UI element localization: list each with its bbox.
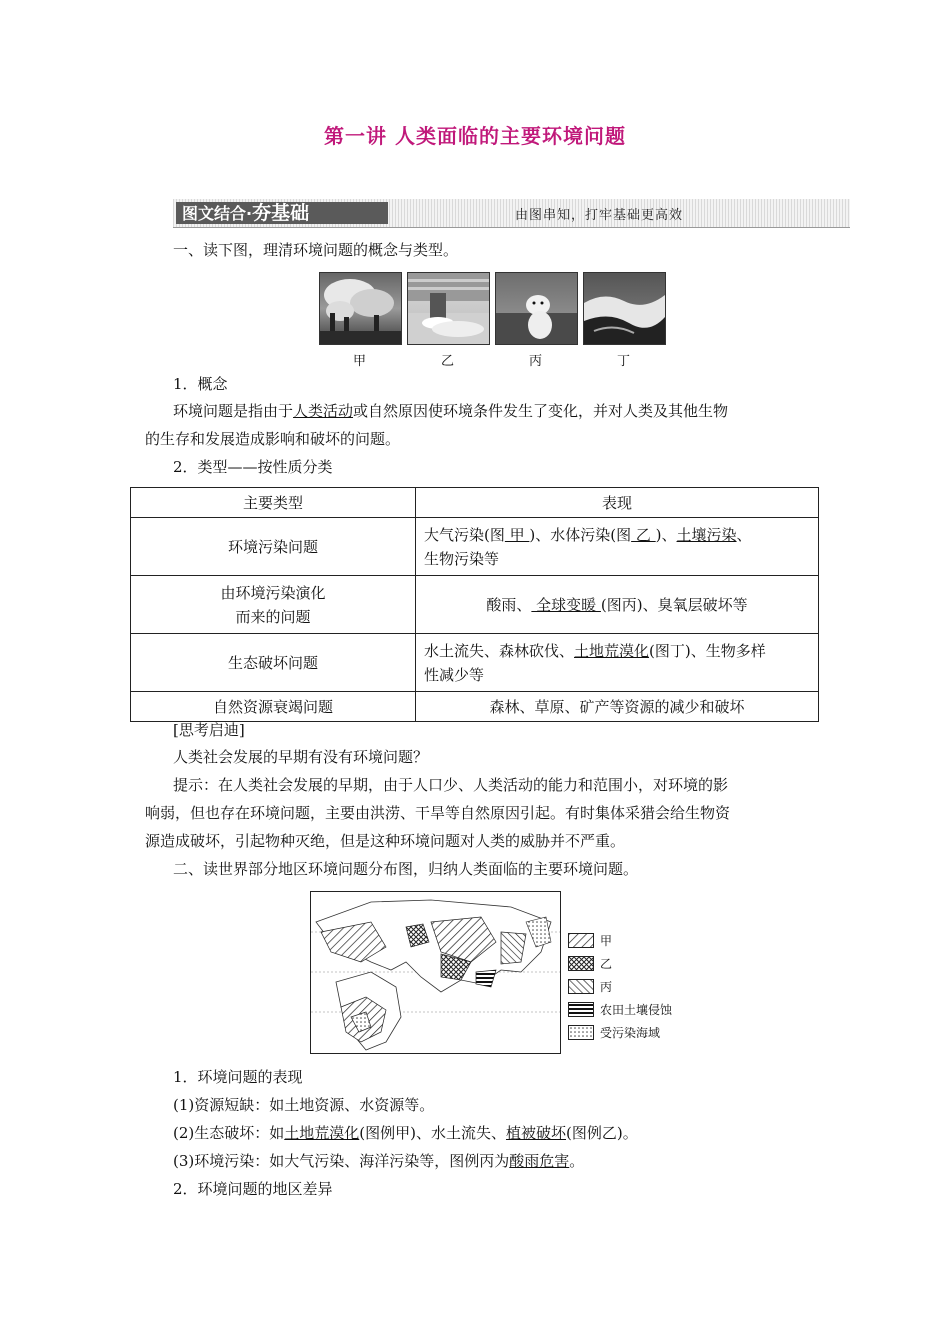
photo-ding-desertification: [583, 272, 666, 345]
section-2-heading: 二、读世界部分地区环境问题分布图，归纳人类面临的主要环境问题。: [173, 860, 639, 878]
photo-bing-polar-bear: [495, 272, 578, 345]
page-title: 第一讲 人类面临的主要环境问题: [324, 124, 626, 148]
table-row: 自然资源衰竭问题 森林、草原、矿产等资源的减少和破坏: [131, 692, 819, 722]
concept-text: 环境问题是指由于人类活动或自然原因使环境条件发生了变化，并对人类及其他生物: [173, 402, 729, 420]
think-question: 人类社会发展的早期有没有环境问题？: [173, 748, 429, 766]
types-table: [130, 487, 819, 722]
types-heading: 2．类型——按性质分类: [173, 458, 333, 476]
banner-label: 图文结合·夯基础: [176, 202, 388, 224]
table-row: 生态破坏问题 水土流失、森林砍伐、土地荒漠化(图丁)、生物多样 性减少等: [131, 634, 819, 692]
legend-item-yi: 乙: [568, 952, 672, 975]
table-header: 主要类型: [131, 488, 416, 518]
manifestation-heading: 1．环境问题的表现: [173, 1068, 303, 1086]
concept-heading: 1．概念: [173, 375, 228, 393]
world-environment-map: [310, 891, 561, 1054]
photo-caption: 丁: [616, 354, 630, 369]
legend-item-polluted-sea: 受污染海域: [568, 1021, 672, 1044]
map-legend: [568, 929, 672, 1044]
table-row: 由环境污染演化 而来的问题 酸雨、 全球变暖 (图丙)、臭氧层破坏等: [131, 576, 819, 634]
think-answer: 响弱，但也存在环境问题，主要由洪涝、干旱等自然原因引起。有时集体采猎会给生物资: [145, 804, 731, 822]
photo-caption: 丙: [528, 354, 542, 369]
think-tag: [思考启迪]: [173, 721, 245, 739]
think-answer: 源造成破坏，引起物种灭绝，但是这种环境问题对人类的威胁并不严重。: [145, 832, 626, 850]
photo-caption: 乙: [440, 354, 454, 369]
photo-yi-water-pollution: [407, 272, 490, 345]
manifestation-item: (1)资源短缺：如土地资源、水资源等。: [173, 1096, 435, 1114]
concept-text-cont: 的生存和发展造成影响和破坏的问题。: [145, 430, 401, 448]
legend-item-soil-erosion: 农田土壤侵蚀: [568, 998, 672, 1021]
section-1-heading: 一、读下图，理清环境问题的概念与类型。: [173, 241, 459, 259]
table-header: 表现: [416, 488, 819, 518]
photo-caption: 甲: [352, 354, 366, 369]
legend-item-jia: 甲: [568, 929, 672, 952]
legend-item-bing: 丙: [568, 975, 672, 998]
manifestation-item: (3)环境污染：如大气污染、海洋污染等，图例丙为酸雨危害。: [173, 1152, 585, 1170]
banner-slogan: 由图串知，打牢基础更高效: [515, 208, 684, 223]
manifestation-item: (2)生态破坏：如土地荒漠化(图例甲)、水土流失、植被破坏(图例乙)。: [173, 1124, 638, 1142]
table-row: 环境污染问题 大气污染(图 甲 )、水体污染(图 乙 )、土壤污染、 生物污染等: [131, 518, 819, 576]
photo-jia-air-pollution: [319, 272, 402, 345]
regional-difference-heading: 2．环境问题的地区差异: [173, 1180, 333, 1198]
think-answer: 提示：在人类社会发展的早期，由于人口少、人类活动的能力和范围小，对环境的影: [173, 776, 729, 794]
section-banner: [173, 199, 850, 228]
